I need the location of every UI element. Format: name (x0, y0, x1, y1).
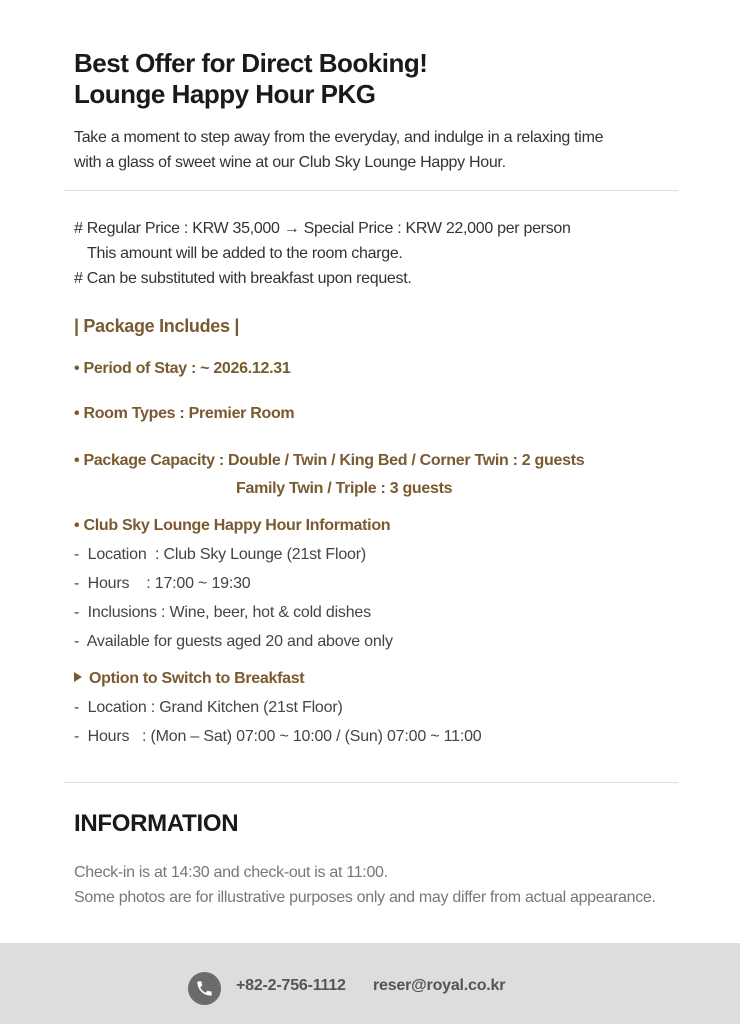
package-includes-heading: | Package Includes | (74, 316, 240, 336)
room-charge-note: This amount will be added to the room charge. (87, 245, 403, 262)
lounge-age-limit: - Available for guests aged 20 and above only (74, 633, 393, 650)
pricing-block (74, 216, 571, 291)
lounge-hours: - Hours : 17:00 ~ 19:30 (74, 575, 251, 592)
price-line: # Regular Price : KRW 35,000 → Special Price : KRW 22,000 per person (74, 220, 571, 237)
photo-disclaimer: Some photos are for illustrative purposes only and may differ from actual appearance. (74, 889, 656, 906)
phone-number-link[interactable]: +82-2-756-1112 (236, 977, 346, 994)
checkin-note: Check-in is at 14:30 and check-out is at 11:00. (74, 864, 388, 881)
breakfast-location: - Location : Grand Kitchen (21st Floor) (74, 699, 343, 716)
intro-text (74, 125, 674, 175)
email-link[interactable]: reser@royal.co.kr (373, 977, 506, 994)
lounge-info-heading: • Club Sky Lounge Happy Hour Information (74, 517, 391, 534)
breakfast-option-label: Option to Switch to Breakfast (89, 670, 305, 687)
title-line-2: Lounge Happy Hour PKG (74, 79, 376, 109)
breakfast-substitute-note: # Can be substituted with breakfast upon request. (74, 270, 412, 287)
package-capacity: • Package Capacity : Double / Twin / King Bed / Corner Twin : 2 guests (74, 452, 585, 469)
intro-line-1: Take a moment to step away from the everyday, and indulge in a relaxing time (74, 129, 604, 146)
divider-bottom (64, 782, 678, 783)
divider-top (64, 190, 678, 191)
room-types: • Room Types : Premier Room (74, 405, 295, 422)
phone-icon (188, 972, 221, 1005)
information-text (74, 860, 656, 910)
title-line-1: Best Offer for Direct Booking! (74, 48, 428, 78)
triangle-right-icon (74, 672, 82, 682)
information-heading: INFORMATION (74, 810, 239, 837)
footer-contact-bar (0, 943, 740, 1024)
lounge-inclusions: - Inclusions : Wine, beer, hot & cold dishes (74, 604, 371, 621)
lounge-location: - Location : Club Sky Lounge (21st Floor) (74, 546, 366, 563)
intro-line-2: with a glass of sweet wine at our Club Sky Lounge Happy Hour. (74, 154, 506, 171)
page-title (74, 48, 427, 110)
period-of-stay: • Period of Stay : ~ 2026.12.31 (74, 360, 291, 377)
package-capacity-family: Family Twin / Triple : 3 guests (236, 480, 453, 497)
breakfast-hours: - Hours : (Mon – Sat) 07:00 ~ 10:00 / (Sun) 07:00 ~ 11:00 (74, 728, 482, 745)
breakfast-option-heading (74, 668, 304, 690)
